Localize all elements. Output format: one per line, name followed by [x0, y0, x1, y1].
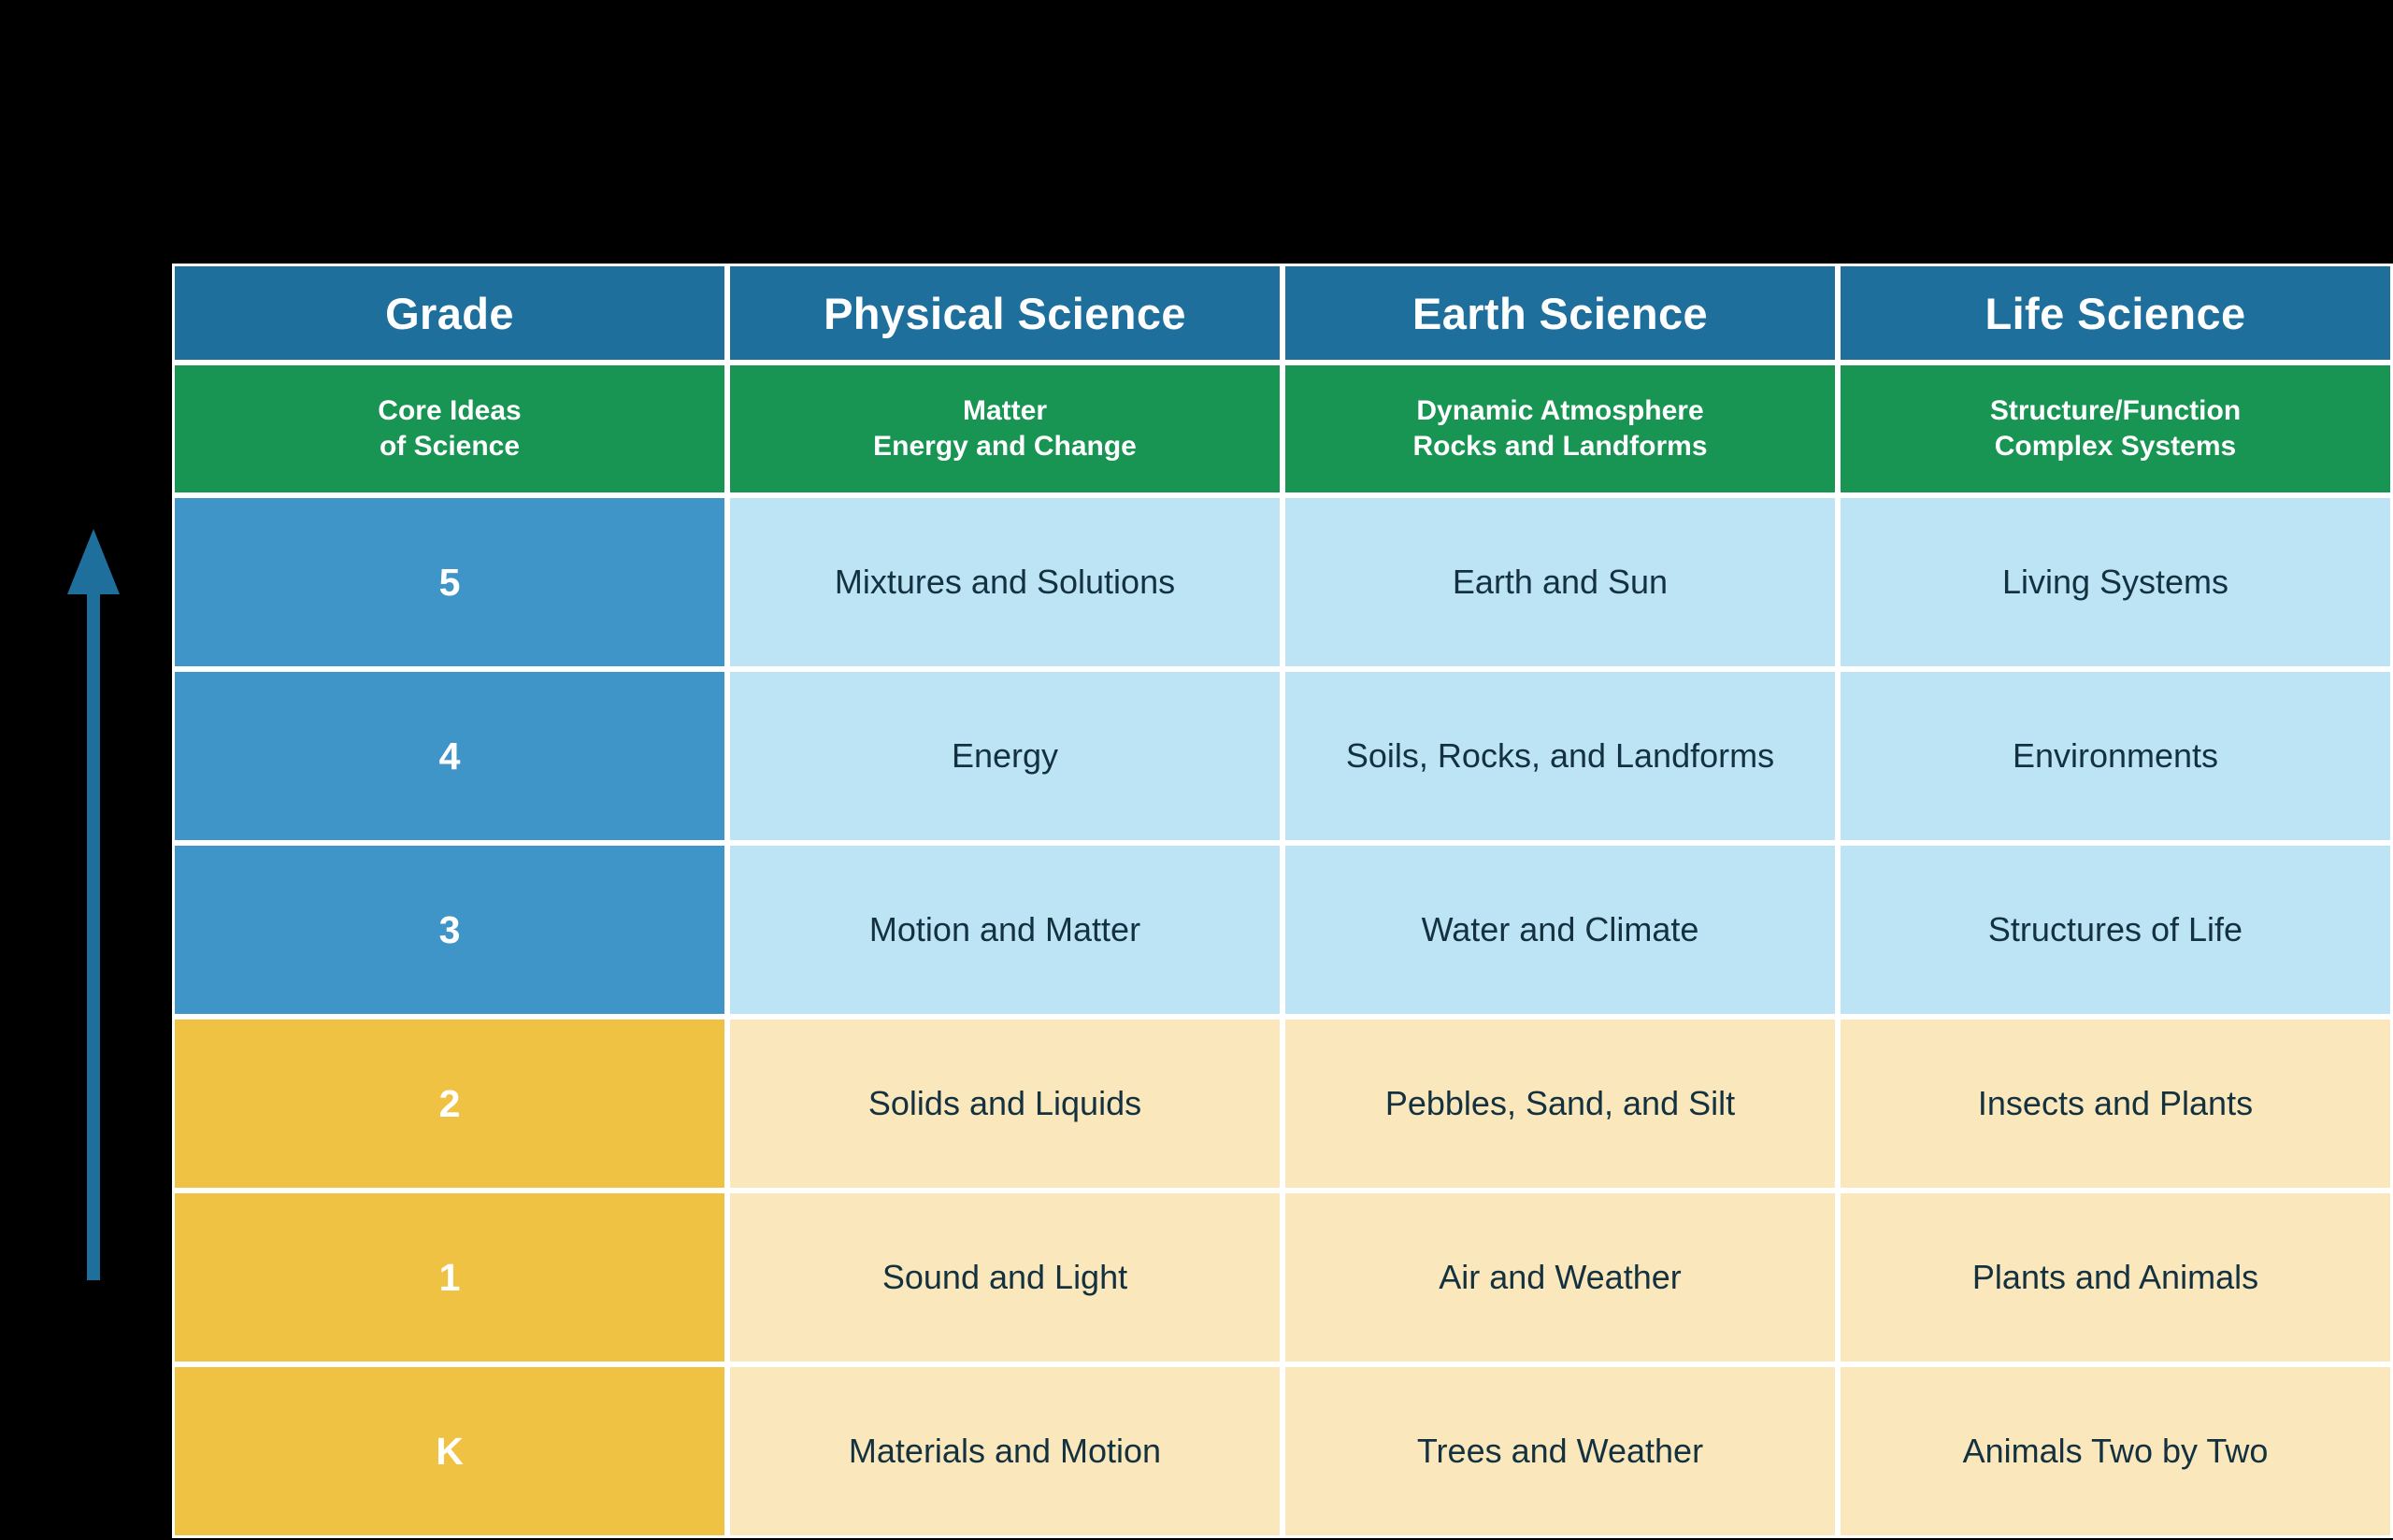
grade-label: 3: [172, 843, 727, 1017]
module-life: Living Systems: [1838, 495, 2393, 669]
module-life: Plants and Animals: [1838, 1191, 2393, 1364]
module-earth: Air and Weather: [1282, 1191, 1838, 1364]
module-earth: Trees and Weather: [1282, 1364, 1838, 1538]
subheader-physical-line2: Energy and Change: [873, 431, 1137, 462]
subheader-grade: [172, 363, 727, 495]
module-earth: Soils, Rocks, and Landforms: [1282, 669, 1838, 843]
table-row: [172, 1017, 2393, 1191]
module-earth: Water and Climate: [1282, 843, 1838, 1017]
table-row: [172, 669, 2393, 843]
grade-label: 1: [172, 1191, 727, 1364]
module-physical: Mixtures and Solutions: [727, 495, 1282, 669]
table-subheader-row: [172, 363, 2393, 495]
table-row: [172, 1191, 2393, 1364]
subheader-physical-line1: Matter: [962, 394, 1047, 426]
subheader-earth-line1: Dynamic Atmosphere: [1416, 394, 1704, 426]
subheader-grade-line2: of Science: [379, 431, 521, 462]
grade-label: 2: [172, 1017, 727, 1191]
subheader-earth-line2: Rocks and Landforms: [1412, 431, 1708, 462]
column-header-life-science: Life Science: [1838, 264, 2393, 363]
module-earth: Pebbles, Sand, and Silt: [1282, 1017, 1838, 1191]
module-life: Insects and Plants: [1838, 1017, 2393, 1191]
grade-label: K: [172, 1364, 727, 1538]
table-row: [172, 843, 2393, 1017]
module-life: Environments: [1838, 669, 2393, 843]
subheader-life-science: [1838, 363, 2393, 495]
module-physical: Sound and Light: [727, 1191, 1282, 1364]
table-row: [172, 1364, 2393, 1538]
module-physical: Energy: [727, 669, 1282, 843]
module-life: Animals Two by Two: [1838, 1364, 2393, 1538]
table-row: [172, 495, 2393, 669]
grade-progression-arrow-icon: [65, 523, 122, 1280]
module-physical: Materials and Motion: [727, 1364, 1282, 1538]
column-header-physical-science: Physical Science: [727, 264, 1282, 363]
column-header-earth-science: Earth Science: [1282, 264, 1838, 363]
table-header-row: [172, 264, 2393, 363]
science-curriculum-matrix: [172, 264, 2393, 1538]
subheader-life-line1: Structure/Function: [1989, 394, 2242, 426]
subheader-earth-science: [1282, 363, 1838, 495]
grade-label: 4: [172, 669, 727, 843]
subheader-grade-line1: Core Ideas: [378, 394, 522, 426]
grade-label: 5: [172, 495, 727, 669]
module-physical: Solids and Liquids: [727, 1017, 1282, 1191]
column-header-grade: Grade: [172, 264, 727, 363]
subheader-life-line2: Complex Systems: [1994, 431, 2237, 462]
module-earth: Earth and Sun: [1282, 495, 1838, 669]
subheader-physical-science: [727, 363, 1282, 495]
module-physical: Motion and Matter: [727, 843, 1282, 1017]
module-life: Structures of Life: [1838, 843, 2393, 1017]
